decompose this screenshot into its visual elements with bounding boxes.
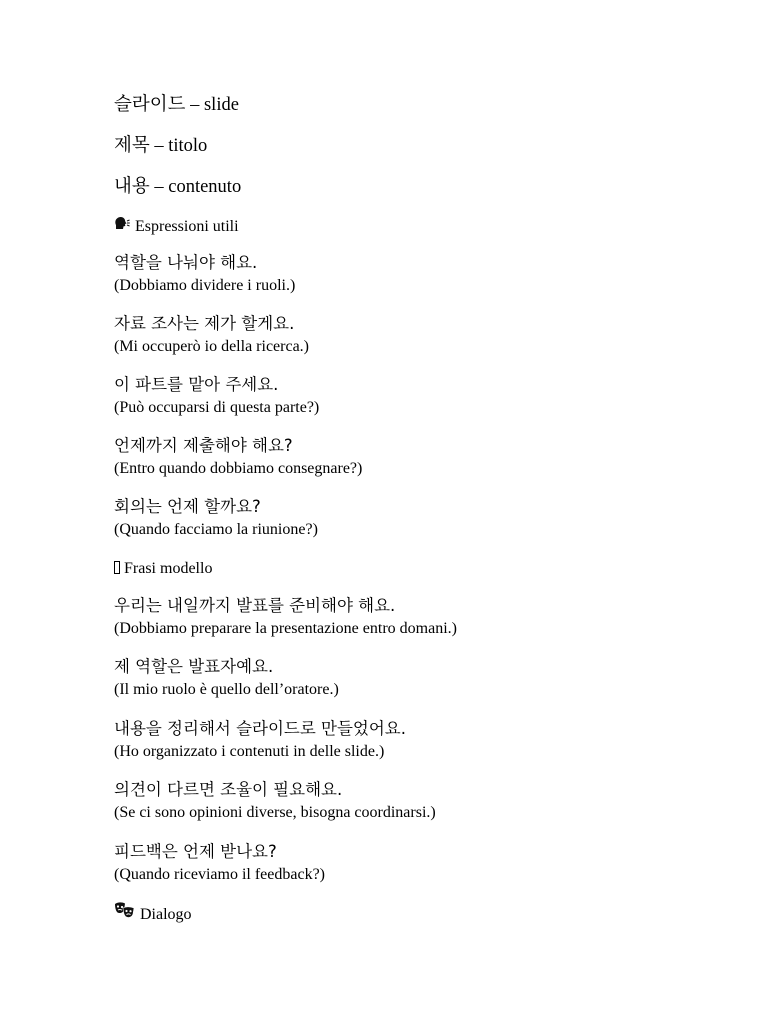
italian-translation: (Mi occuperò io della ricerca.) [114, 338, 310, 355]
vocab-item [114, 94, 239, 116]
vocab-item [114, 135, 207, 157]
performing-arts-icon [114, 902, 135, 925]
korean-phrase: 언제까지 제출해야 해요? [114, 436, 293, 455]
vocab-meaning: titolo [168, 136, 208, 156]
italian-translation: (Entro quando dobbiamo consegnare?) [114, 460, 363, 477]
vocab-dash: – [154, 136, 164, 156]
section-heading-model-sentences [114, 559, 212, 579]
section-title: Espressioni utili [135, 218, 239, 235]
section-title: Dialogo [140, 906, 192, 923]
korean-phrase: 내용을 정리해서 슬라이드로 만들었어요. [114, 719, 406, 738]
vocab-dash: – [154, 177, 164, 197]
korean-phrase: 역할을 나눠야 해요. [114, 253, 258, 272]
italian-translation: (Dobbiamo dividere i ruoli.) [114, 277, 296, 294]
missing-glyph-icon [114, 559, 120, 579]
italian-translation: (Ho organizzato i contenuti in delle slide.) [114, 743, 385, 760]
italian-translation: (Può occuparsi di questa parte?) [114, 399, 320, 416]
list-item [114, 655, 339, 701]
italian-translation: (Il mio ruolo è quello dell’oratore.) [114, 681, 339, 698]
section-heading-useful-expressions [114, 216, 239, 237]
list-item [114, 594, 457, 640]
vocab-term: 슬라이드 [114, 94, 186, 115]
list-item [114, 373, 319, 419]
korean-phrase: 이 파트를 맡아 주세요. [114, 375, 279, 394]
korean-phrase: 회의는 언제 할까요? [114, 497, 261, 516]
italian-translation: (Dobbiamo preparare la presentazione entro domani.) [114, 620, 457, 637]
list-item [114, 495, 318, 541]
section-title: Frasi modello [124, 560, 213, 577]
vocab-dash: – [190, 95, 200, 115]
list-item [114, 312, 309, 358]
vocab-term: 내용 [114, 176, 150, 197]
korean-phrase: 피드백은 언제 받나요? [114, 842, 277, 861]
speaking-head-icon [114, 216, 130, 237]
list-item [114, 717, 406, 763]
list-item [114, 840, 325, 886]
italian-translation: (Se ci sono opinioni diverse, bisogna coordinarsi.) [114, 804, 436, 821]
vocab-item [114, 176, 241, 198]
korean-phrase: 우리는 내일까지 발표를 준비해야 해요. [114, 596, 396, 615]
korean-phrase: 자료 조사는 제가 할게요. [114, 314, 295, 333]
korean-phrase: 제 역할은 발표자예요. [114, 657, 274, 676]
list-item [114, 778, 436, 824]
vocab-term: 제목 [114, 135, 150, 156]
korean-phrase: 의견이 다르면 조율이 필요해요. [114, 780, 343, 799]
list-item [114, 251, 295, 297]
vocab-meaning: contenuto [168, 177, 242, 197]
italian-translation: (Quando facciamo la riunione?) [114, 521, 318, 538]
italian-translation: (Quando riceviamo il feedback?) [114, 866, 326, 883]
vocab-meaning: slide [203, 95, 239, 115]
section-heading-dialogue [114, 902, 192, 925]
list-item [114, 434, 362, 480]
